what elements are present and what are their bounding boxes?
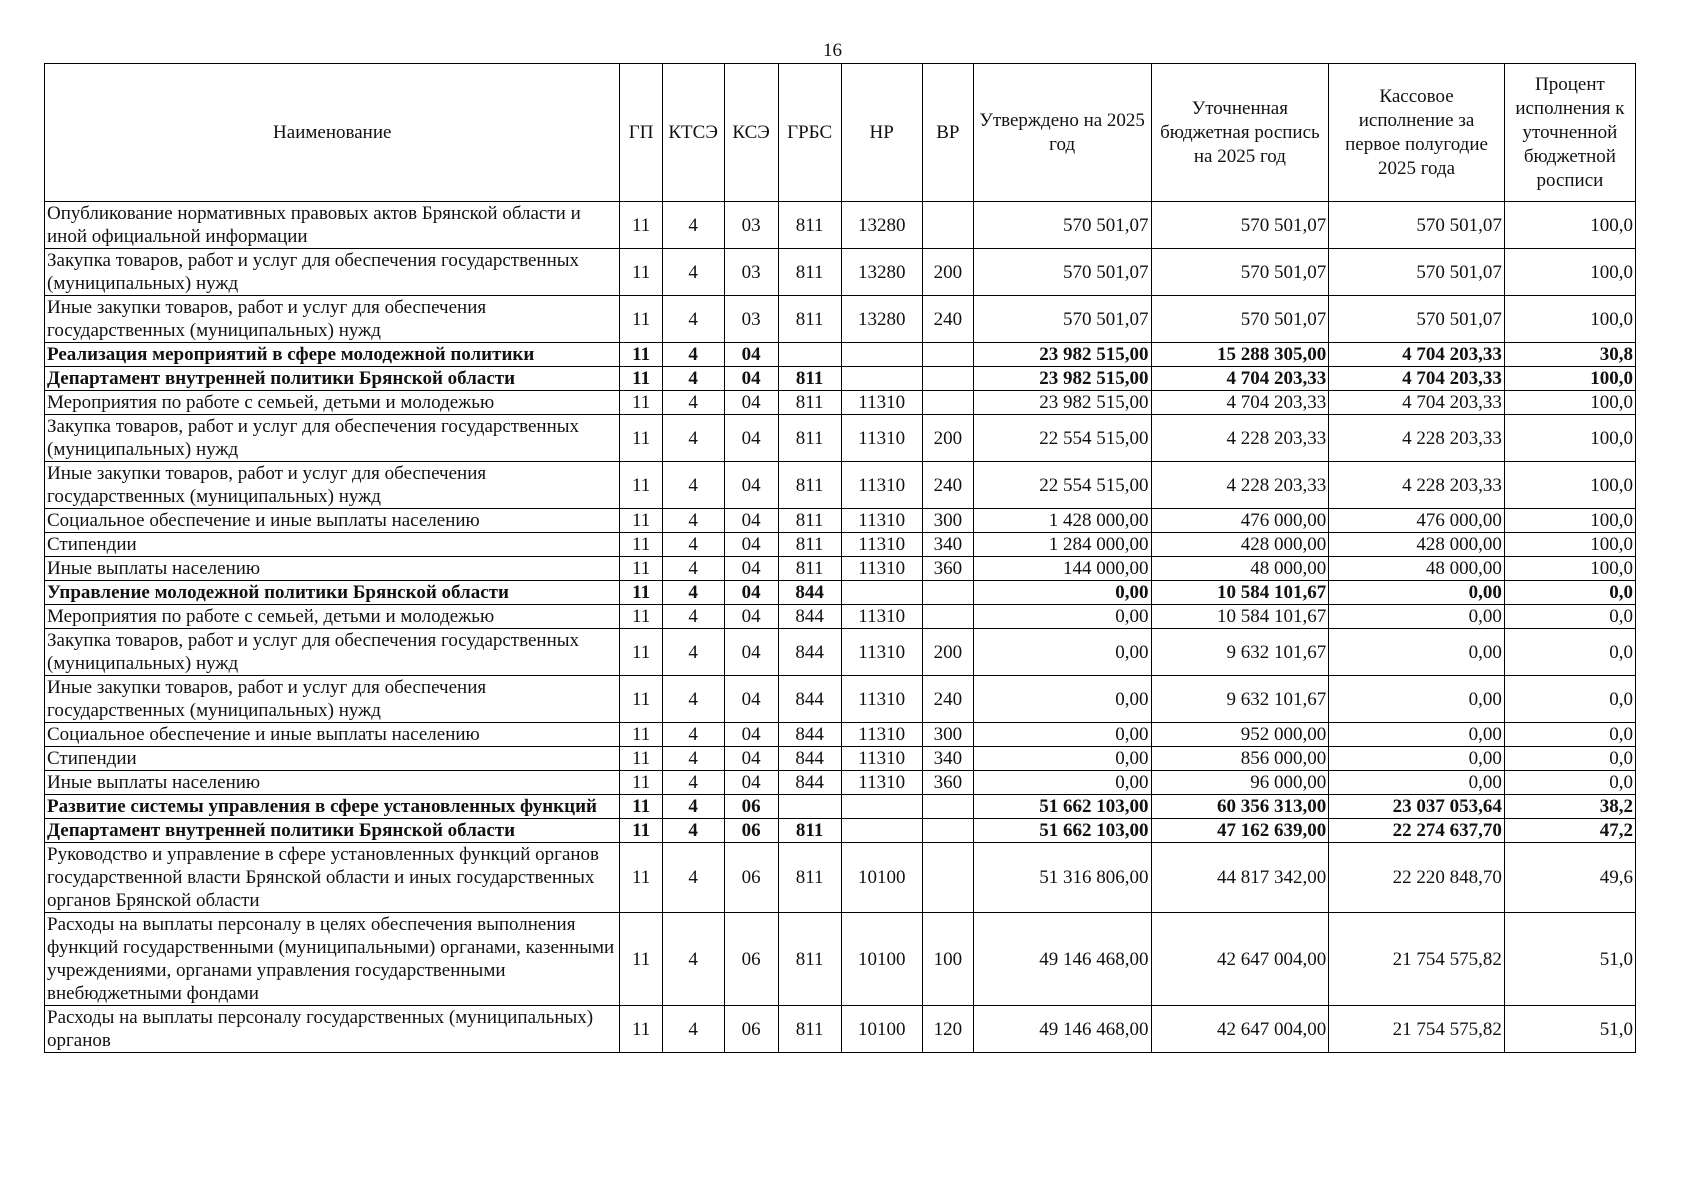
cell-percent: 100,0 (1504, 462, 1635, 509)
cell-approved: 570 501,07 (973, 296, 1151, 343)
cell-approved: 0,00 (973, 581, 1151, 605)
cell-name: Реализация мероприятий в сфере молодежной политики (45, 343, 620, 367)
cell-approved: 0,00 (973, 676, 1151, 723)
cell-name: Департамент внутренней политики Брянской области (45, 367, 620, 391)
header-approved: Утверждено на 2025 год (973, 64, 1151, 202)
cell-percent: 100,0 (1504, 249, 1635, 296)
table-row (45, 581, 1636, 605)
cell-kse: 06 (724, 913, 778, 1006)
cell-refined: 48 000,00 (1151, 557, 1329, 581)
table-row (45, 1006, 1636, 1053)
cell-vr: 200 (922, 415, 973, 462)
header-refined: Уточненная бюджетная роспись на 2025 год (1151, 64, 1329, 202)
cell-grbs: 811 (778, 509, 841, 533)
cell-kse: 04 (724, 533, 778, 557)
cell-refined: 10 584 101,67 (1151, 581, 1329, 605)
page-number: 16 (823, 40, 842, 61)
cell-ktse: 4 (662, 843, 724, 913)
cell-percent: 51,0 (1504, 913, 1635, 1006)
cell-kse: 06 (724, 843, 778, 913)
cell-kse: 03 (724, 202, 778, 249)
cell-ktse: 4 (662, 249, 724, 296)
cell-grbs: 811 (778, 202, 841, 249)
table-row (45, 747, 1636, 771)
header-kse: КСЭ (724, 64, 778, 202)
cell-kse: 04 (724, 415, 778, 462)
cell-cash: 0,00 (1329, 676, 1505, 723)
cell-gp: 11 (620, 296, 662, 343)
cell-refined: 42 647 004,00 (1151, 913, 1329, 1006)
cell-grbs: 811 (778, 913, 841, 1006)
cell-gp: 11 (620, 391, 662, 415)
cell-nr: 13280 (841, 202, 922, 249)
cell-percent: 0,0 (1504, 605, 1635, 629)
cell-kse: 04 (724, 462, 778, 509)
cell-ktse: 4 (662, 1006, 724, 1053)
cell-cash: 570 501,07 (1329, 249, 1505, 296)
cell-ktse: 4 (662, 629, 724, 676)
cell-name: Иные выплаты населению (45, 557, 620, 581)
cell-approved: 49 146 468,00 (973, 1006, 1151, 1053)
cell-ktse: 4 (662, 795, 724, 819)
cell-refined: 570 501,07 (1151, 296, 1329, 343)
cell-percent: 100,0 (1504, 367, 1635, 391)
cell-vr (922, 202, 973, 249)
table-row (45, 605, 1636, 629)
cell-cash: 4 704 203,33 (1329, 391, 1505, 415)
cell-vr: 240 (922, 296, 973, 343)
cell-kse: 03 (724, 296, 778, 343)
cell-nr: 11310 (841, 771, 922, 795)
cell-grbs: 811 (778, 296, 841, 343)
cell-grbs: 811 (778, 415, 841, 462)
cell-approved: 0,00 (973, 629, 1151, 676)
cell-cash: 22 274 637,70 (1329, 819, 1505, 843)
cell-gp: 11 (620, 771, 662, 795)
cell-grbs: 811 (778, 1006, 841, 1053)
table-row (45, 202, 1636, 249)
cell-nr: 11310 (841, 509, 922, 533)
cell-approved: 23 982 515,00 (973, 343, 1151, 367)
cell-approved: 570 501,07 (973, 249, 1151, 296)
cell-percent: 100,0 (1504, 415, 1635, 462)
cell-percent: 0,0 (1504, 581, 1635, 605)
cell-ktse: 4 (662, 415, 724, 462)
cell-refined: 47 162 639,00 (1151, 819, 1329, 843)
cell-ktse: 4 (662, 723, 724, 747)
cell-cash: 0,00 (1329, 747, 1505, 771)
cell-gp: 11 (620, 415, 662, 462)
cell-name: Закупка товаров, работ и услуг для обеспечения государственных (муниципальных) нужд (45, 415, 620, 462)
cell-nr: 11310 (841, 533, 922, 557)
cell-kse: 04 (724, 557, 778, 581)
header-ktse: КТСЭ (662, 64, 724, 202)
cell-nr: 11310 (841, 415, 922, 462)
cell-nr: 10100 (841, 913, 922, 1006)
cell-grbs: 811 (778, 843, 841, 913)
cell-percent: 38,2 (1504, 795, 1635, 819)
table-row (45, 629, 1636, 676)
cell-approved: 0,00 (973, 605, 1151, 629)
cell-approved: 0,00 (973, 723, 1151, 747)
table-row (45, 557, 1636, 581)
cell-nr (841, 367, 922, 391)
cell-name: Стипендии (45, 533, 620, 557)
cell-cash: 0,00 (1329, 605, 1505, 629)
cell-ktse: 4 (662, 819, 724, 843)
table-row (45, 462, 1636, 509)
header-vr: ВР (922, 64, 973, 202)
cell-gp: 11 (620, 581, 662, 605)
cell-gp: 11 (620, 676, 662, 723)
cell-percent: 100,0 (1504, 533, 1635, 557)
cell-refined: 9 632 101,67 (1151, 676, 1329, 723)
cell-gp: 11 (620, 747, 662, 771)
cell-kse: 04 (724, 343, 778, 367)
cell-grbs (778, 795, 841, 819)
cell-cash: 0,00 (1329, 771, 1505, 795)
cell-gp: 11 (620, 367, 662, 391)
cell-cash: 23 037 053,64 (1329, 795, 1505, 819)
cell-approved: 570 501,07 (973, 202, 1151, 249)
cell-vr: 200 (922, 629, 973, 676)
table-row (45, 676, 1636, 723)
cell-nr: 10100 (841, 843, 922, 913)
cell-gp: 11 (620, 1006, 662, 1053)
cell-grbs: 811 (778, 819, 841, 843)
cell-gp: 11 (620, 462, 662, 509)
cell-name: Стипендии (45, 747, 620, 771)
cell-name: Мероприятия по работе с семьей, детьми и молодежью (45, 391, 620, 415)
table-row (45, 415, 1636, 462)
cell-percent: 0,0 (1504, 723, 1635, 747)
cell-name: Иные выплаты населению (45, 771, 620, 795)
cell-kse: 04 (724, 581, 778, 605)
cell-kse: 04 (724, 391, 778, 415)
cell-nr: 11310 (841, 462, 922, 509)
cell-grbs: 844 (778, 723, 841, 747)
cell-approved: 22 554 515,00 (973, 462, 1151, 509)
cell-nr: 11310 (841, 629, 922, 676)
cell-refined: 4 228 203,33 (1151, 415, 1329, 462)
cell-ktse: 4 (662, 391, 724, 415)
cell-cash: 4 228 203,33 (1329, 462, 1505, 509)
cell-name: Иные закупки товаров, работ и услуг для обеспечения государственных (муниципальных) нужд (45, 676, 620, 723)
cell-approved: 144 000,00 (973, 557, 1151, 581)
cell-approved: 1 428 000,00 (973, 509, 1151, 533)
cell-vr: 300 (922, 509, 973, 533)
header-grbs: ГРБС (778, 64, 841, 202)
cell-vr (922, 367, 973, 391)
cell-cash: 428 000,00 (1329, 533, 1505, 557)
cell-gp: 11 (620, 723, 662, 747)
table-header (45, 64, 1636, 202)
cell-name: Закупка товаров, работ и услуг для обеспечения государственных (муниципальных) нужд (45, 629, 620, 676)
cell-vr (922, 343, 973, 367)
cell-vr (922, 819, 973, 843)
cell-name: Иные закупки товаров, работ и услуг для обеспечения государственных (муниципальных) нужд (45, 462, 620, 509)
cell-percent: 49,6 (1504, 843, 1635, 913)
cell-ktse: 4 (662, 367, 724, 391)
cell-ktse: 4 (662, 343, 724, 367)
cell-refined: 856 000,00 (1151, 747, 1329, 771)
cell-cash: 22 220 848,70 (1329, 843, 1505, 913)
cell-refined: 44 817 342,00 (1151, 843, 1329, 913)
table-row (45, 249, 1636, 296)
cell-grbs: 811 (778, 367, 841, 391)
table-row (45, 723, 1636, 747)
cell-refined: 4 704 203,33 (1151, 367, 1329, 391)
cell-vr: 340 (922, 747, 973, 771)
cell-refined: 9 632 101,67 (1151, 629, 1329, 676)
cell-ktse: 4 (662, 296, 724, 343)
cell-ktse: 4 (662, 747, 724, 771)
header-row (45, 64, 1636, 202)
cell-vr: 300 (922, 723, 973, 747)
cell-vr (922, 391, 973, 415)
cell-percent: 0,0 (1504, 676, 1635, 723)
cell-kse: 04 (724, 771, 778, 795)
cell-ktse: 4 (662, 771, 724, 795)
cell-vr: 360 (922, 557, 973, 581)
cell-ktse: 4 (662, 202, 724, 249)
cell-kse: 03 (724, 249, 778, 296)
table-row (45, 509, 1636, 533)
cell-approved: 23 982 515,00 (973, 391, 1151, 415)
cell-refined: 15 288 305,00 (1151, 343, 1329, 367)
budget-table (44, 63, 1636, 1053)
cell-percent: 100,0 (1504, 296, 1635, 343)
cell-refined: 60 356 313,00 (1151, 795, 1329, 819)
cell-refined: 96 000,00 (1151, 771, 1329, 795)
cell-nr: 11310 (841, 747, 922, 771)
table-row (45, 795, 1636, 819)
cell-ktse: 4 (662, 557, 724, 581)
cell-nr: 11310 (841, 676, 922, 723)
header-gp: ГП (620, 64, 662, 202)
cell-ktse: 4 (662, 581, 724, 605)
cell-gp: 11 (620, 533, 662, 557)
table-row (45, 296, 1636, 343)
cell-approved: 51 662 103,00 (973, 819, 1151, 843)
cell-vr: 340 (922, 533, 973, 557)
cell-name: Управление молодежной политики Брянской области (45, 581, 620, 605)
cell-cash: 476 000,00 (1329, 509, 1505, 533)
cell-gp: 11 (620, 509, 662, 533)
cell-refined: 570 501,07 (1151, 249, 1329, 296)
cell-grbs: 811 (778, 391, 841, 415)
header-percent: Процент исполнения к уточненной бюджетной росписи (1504, 64, 1635, 202)
cell-percent: 100,0 (1504, 391, 1635, 415)
cell-refined: 10 584 101,67 (1151, 605, 1329, 629)
cell-kse: 04 (724, 605, 778, 629)
cell-nr: 11310 (841, 391, 922, 415)
table-row (45, 343, 1636, 367)
cell-refined: 952 000,00 (1151, 723, 1329, 747)
cell-vr: 200 (922, 249, 973, 296)
cell-kse: 04 (724, 747, 778, 771)
cell-grbs: 844 (778, 581, 841, 605)
cell-cash: 570 501,07 (1329, 202, 1505, 249)
cell-percent: 100,0 (1504, 557, 1635, 581)
cell-cash: 4 704 203,33 (1329, 343, 1505, 367)
cell-grbs (778, 343, 841, 367)
cell-kse: 04 (724, 509, 778, 533)
table-row (45, 391, 1636, 415)
cell-nr: 11310 (841, 723, 922, 747)
cell-grbs: 811 (778, 557, 841, 581)
cell-name: Закупка товаров, работ и услуг для обеспечения государственных (муниципальных) нужд (45, 249, 620, 296)
cell-approved: 51 316 806,00 (973, 843, 1151, 913)
cell-vr (922, 581, 973, 605)
cell-kse: 04 (724, 629, 778, 676)
cell-cash: 21 754 575,82 (1329, 913, 1505, 1006)
cell-gp: 11 (620, 343, 662, 367)
cell-vr: 360 (922, 771, 973, 795)
cell-grbs: 844 (778, 747, 841, 771)
cell-grbs: 811 (778, 249, 841, 296)
cell-ktse: 4 (662, 605, 724, 629)
cell-percent: 100,0 (1504, 202, 1635, 249)
cell-percent: 51,0 (1504, 1006, 1635, 1053)
cell-refined: 4 704 203,33 (1151, 391, 1329, 415)
cell-vr: 240 (922, 676, 973, 723)
header-name: Наименование (45, 64, 620, 202)
cell-grbs: 844 (778, 605, 841, 629)
cell-percent: 100,0 (1504, 509, 1635, 533)
cell-name: Иные закупки товаров, работ и услуг для обеспечения государственных (муниципальных) нужд (45, 296, 620, 343)
cell-cash: 0,00 (1329, 581, 1505, 605)
cell-cash: 570 501,07 (1329, 296, 1505, 343)
cell-nr (841, 581, 922, 605)
cell-name: Социальное обеспечение и иные выплаты населению (45, 723, 620, 747)
cell-ktse: 4 (662, 913, 724, 1006)
cell-refined: 570 501,07 (1151, 202, 1329, 249)
cell-vr (922, 795, 973, 819)
cell-grbs: 811 (778, 462, 841, 509)
cell-percent: 0,0 (1504, 771, 1635, 795)
cell-gp: 11 (620, 629, 662, 676)
cell-gp: 11 (620, 819, 662, 843)
table-row (45, 913, 1636, 1006)
cell-name: Опубликование нормативных правовых актов Брянской области и иной официальной информации (45, 202, 620, 249)
cell-name: Руководство и управление в сфере установленных функций органов государственной власти Брянской области и иных государственных органов Брянской области (45, 843, 620, 913)
cell-approved: 51 662 103,00 (973, 795, 1151, 819)
cell-gp: 11 (620, 605, 662, 629)
cell-nr: 13280 (841, 296, 922, 343)
cell-grbs: 811 (778, 533, 841, 557)
cell-gp: 11 (620, 843, 662, 913)
cell-ktse: 4 (662, 676, 724, 723)
cell-approved: 23 982 515,00 (973, 367, 1151, 391)
cell-cash: 48 000,00 (1329, 557, 1505, 581)
cell-gp: 11 (620, 795, 662, 819)
cell-refined: 42 647 004,00 (1151, 1006, 1329, 1053)
cell-ktse: 4 (662, 462, 724, 509)
cell-nr: 13280 (841, 249, 922, 296)
cell-cash: 0,00 (1329, 629, 1505, 676)
cell-refined: 476 000,00 (1151, 509, 1329, 533)
cell-gp: 11 (620, 913, 662, 1006)
cell-percent: 0,0 (1504, 747, 1635, 771)
cell-cash: 0,00 (1329, 723, 1505, 747)
cell-cash: 4 228 203,33 (1329, 415, 1505, 462)
cell-kse: 04 (724, 676, 778, 723)
cell-ktse: 4 (662, 533, 724, 557)
cell-nr: 10100 (841, 1006, 922, 1053)
cell-percent: 30,8 (1504, 343, 1635, 367)
header-cash: Кассовое исполнение за первое полугодие 2025 года (1329, 64, 1505, 202)
table-row (45, 533, 1636, 557)
table-row (45, 367, 1636, 391)
cell-name: Развитие системы управления в сфере установленных функций (45, 795, 620, 819)
cell-grbs: 844 (778, 676, 841, 723)
cell-cash: 4 704 203,33 (1329, 367, 1505, 391)
cell-nr (841, 343, 922, 367)
table-row (45, 819, 1636, 843)
cell-approved: 1 284 000,00 (973, 533, 1151, 557)
cell-approved: 49 146 468,00 (973, 913, 1151, 1006)
cell-kse: 04 (724, 723, 778, 747)
cell-approved: 22 554 515,00 (973, 415, 1151, 462)
cell-nr (841, 795, 922, 819)
cell-vr (922, 605, 973, 629)
cell-gp: 11 (620, 557, 662, 581)
cell-percent: 0,0 (1504, 629, 1635, 676)
cell-nr: 11310 (841, 557, 922, 581)
cell-percent: 47,2 (1504, 819, 1635, 843)
cell-vr: 100 (922, 913, 973, 1006)
cell-approved: 0,00 (973, 747, 1151, 771)
cell-name: Расходы на выплаты персоналу государственных (муниципальных) органов (45, 1006, 620, 1053)
cell-nr: 11310 (841, 605, 922, 629)
cell-grbs: 844 (778, 771, 841, 795)
cell-refined: 4 228 203,33 (1151, 462, 1329, 509)
cell-grbs: 844 (778, 629, 841, 676)
cell-gp: 11 (620, 249, 662, 296)
cell-vr: 120 (922, 1006, 973, 1053)
cell-vr: 240 (922, 462, 973, 509)
cell-kse: 06 (724, 795, 778, 819)
cell-cash: 21 754 575,82 (1329, 1006, 1505, 1053)
header-nr: НР (841, 64, 922, 202)
cell-gp: 11 (620, 202, 662, 249)
cell-refined: 428 000,00 (1151, 533, 1329, 557)
cell-approved: 0,00 (973, 771, 1151, 795)
cell-nr (841, 819, 922, 843)
cell-kse: 06 (724, 819, 778, 843)
cell-kse: 04 (724, 367, 778, 391)
cell-name: Департамент внутренней политики Брянской области (45, 819, 620, 843)
table-row (45, 843, 1636, 913)
cell-name: Расходы на выплаты персоналу в целях обеспечения выполнения функций государственными (муниципальными) органами, казенными учреждениями, органами управления государственными внебюджетными фондами (45, 913, 620, 1006)
cell-vr (922, 843, 973, 913)
cell-ktse: 4 (662, 509, 724, 533)
cell-name: Мероприятия по работе с семьей, детьми и молодежью (45, 605, 620, 629)
table-body (45, 202, 1636, 1053)
table-row (45, 771, 1636, 795)
cell-kse: 06 (724, 1006, 778, 1053)
cell-name: Социальное обеспечение и иные выплаты населению (45, 509, 620, 533)
